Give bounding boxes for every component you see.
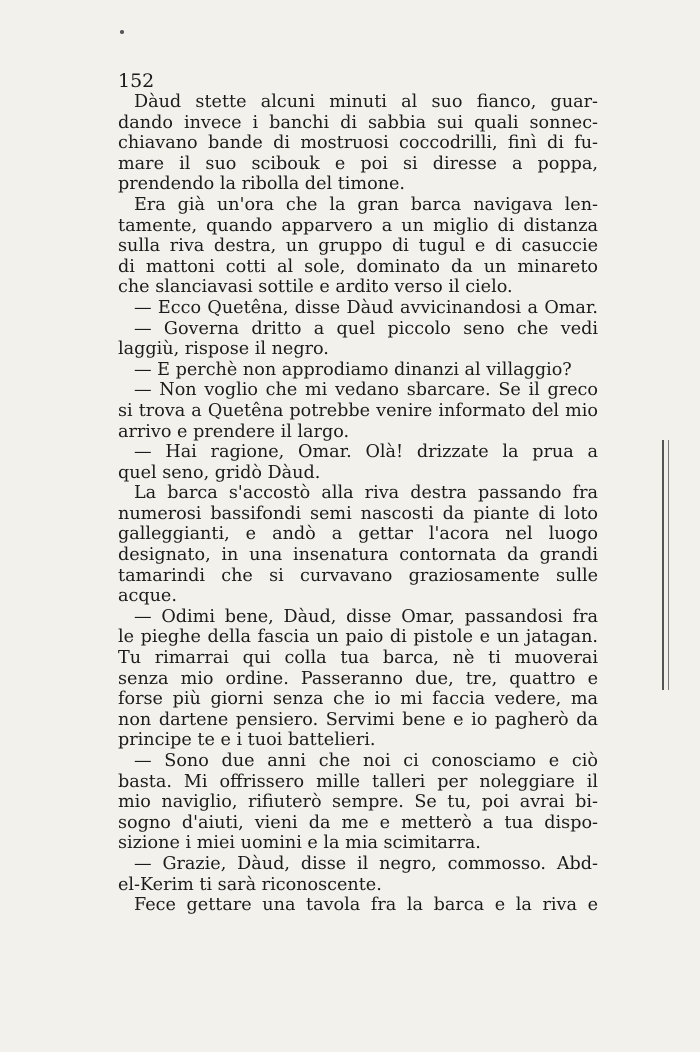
text-line: dando invece i banchi di sabbia sui quali sonnec- xyxy=(118,112,598,133)
text-line: — Sono due anni che noi ci conosciamo e ciò xyxy=(134,751,598,771)
text-line: numerosi bassifondi semi nascosti da piante di loto xyxy=(118,503,598,524)
text-line: senza mio ordine. Passeranno due, tre, quattro e xyxy=(118,668,598,689)
text-line: galleggianti, e andò a gettar l'acora nel luogo xyxy=(118,524,598,545)
text-line: — Grazie, Dàud, disse il negro, commosso. Abd- xyxy=(134,853,598,874)
text-line: sulla riva destra, un gruppo di tugul e di casuccie xyxy=(118,236,598,257)
text-line: arrivo e prendere il largo. xyxy=(118,421,350,442)
text-line: chiavano bande di mostruosi coccodrilli, finì di fu- xyxy=(118,133,598,154)
text-line: tamarindi che si curvavano graziosamente sulle xyxy=(118,565,598,586)
text-line: acque. xyxy=(118,586,177,607)
text-line: Dàud stette alcuni minuti al suo fianco, guar- xyxy=(134,92,598,112)
text-line: sizione i miei uomini e la mia scimitarra. xyxy=(118,833,481,854)
margin-bracket-mark xyxy=(662,440,669,690)
text-line: — E perchè non approdiamo dinanzi al villaggio? xyxy=(134,359,572,380)
text-line: el-Kerim ti sarà riconoscente. xyxy=(118,874,382,895)
ink-speck xyxy=(120,30,124,34)
text-line: sogno d'aiuti, vieni da me e metterò a tua dispo- xyxy=(118,812,598,833)
text-line: designato, in una insenatura contornata da grandi xyxy=(118,545,598,566)
text-line: — Odimi bene, Dàud, disse Omar, passandosi fra xyxy=(134,606,598,627)
text-line: si trova a Quetêna potrebbe venire informato del mio xyxy=(118,400,598,421)
text-line: le pieghe della fascia un paio di pistole e un jatagan. xyxy=(118,627,598,648)
text-line: prendendo la ribolla del timone. xyxy=(118,174,406,195)
text-line: principe te e i tuoi battelieri. xyxy=(118,730,376,751)
page-number: 152 xyxy=(118,70,155,92)
text-line: mio naviglio, rifiuterò sempre. Se tu, poi avrai bi- xyxy=(118,792,598,813)
text-line: Era già un'ora che la gran barca navigava len- xyxy=(134,194,598,215)
text-line: di mattoni cotti al sole, dominato da un minareto xyxy=(118,256,598,277)
text-line: basta. Mi offrissero mille talleri per noleggiare il xyxy=(118,771,598,792)
text-line: Fece gettare una tavola fra la barca e la riva e xyxy=(134,895,598,916)
text-line: laggiù, rispose il negro. xyxy=(118,339,329,360)
text-line: Tu rimarrai qui colla tua barca, nè ti muoverai xyxy=(118,648,598,669)
text-line: mare il suo scibouk e poi si diresse a poppa, xyxy=(118,153,598,174)
text-line: non dartene pensiero. Servimi bene e io pagherò da xyxy=(118,709,598,730)
text-line: — Governa dritto a quel piccolo seno che vedi xyxy=(134,318,598,339)
text-line: forse più giorni senza che io mi faccia vedere, ma xyxy=(118,689,598,710)
text-line: — Non voglio che mi vedano sbarcare. Se il greco xyxy=(134,380,598,401)
text-line: tamente, quando apparvero a un miglio di distanza xyxy=(118,215,598,236)
text-line: La barca s'accostò alla riva destra passando fra xyxy=(134,483,598,504)
body-text xyxy=(118,92,598,916)
text-line: — Hai ragione, Omar. Olà! drizzate la prua a xyxy=(134,442,598,463)
text-line: — Ecco Quetêna, disse Dàud avvicinandosi a Omar. xyxy=(134,297,598,318)
text-line: che slanciavasi sottile e ardito verso il cielo. xyxy=(118,277,513,298)
text-line: quel seno, gridò Dàud. xyxy=(118,462,321,483)
